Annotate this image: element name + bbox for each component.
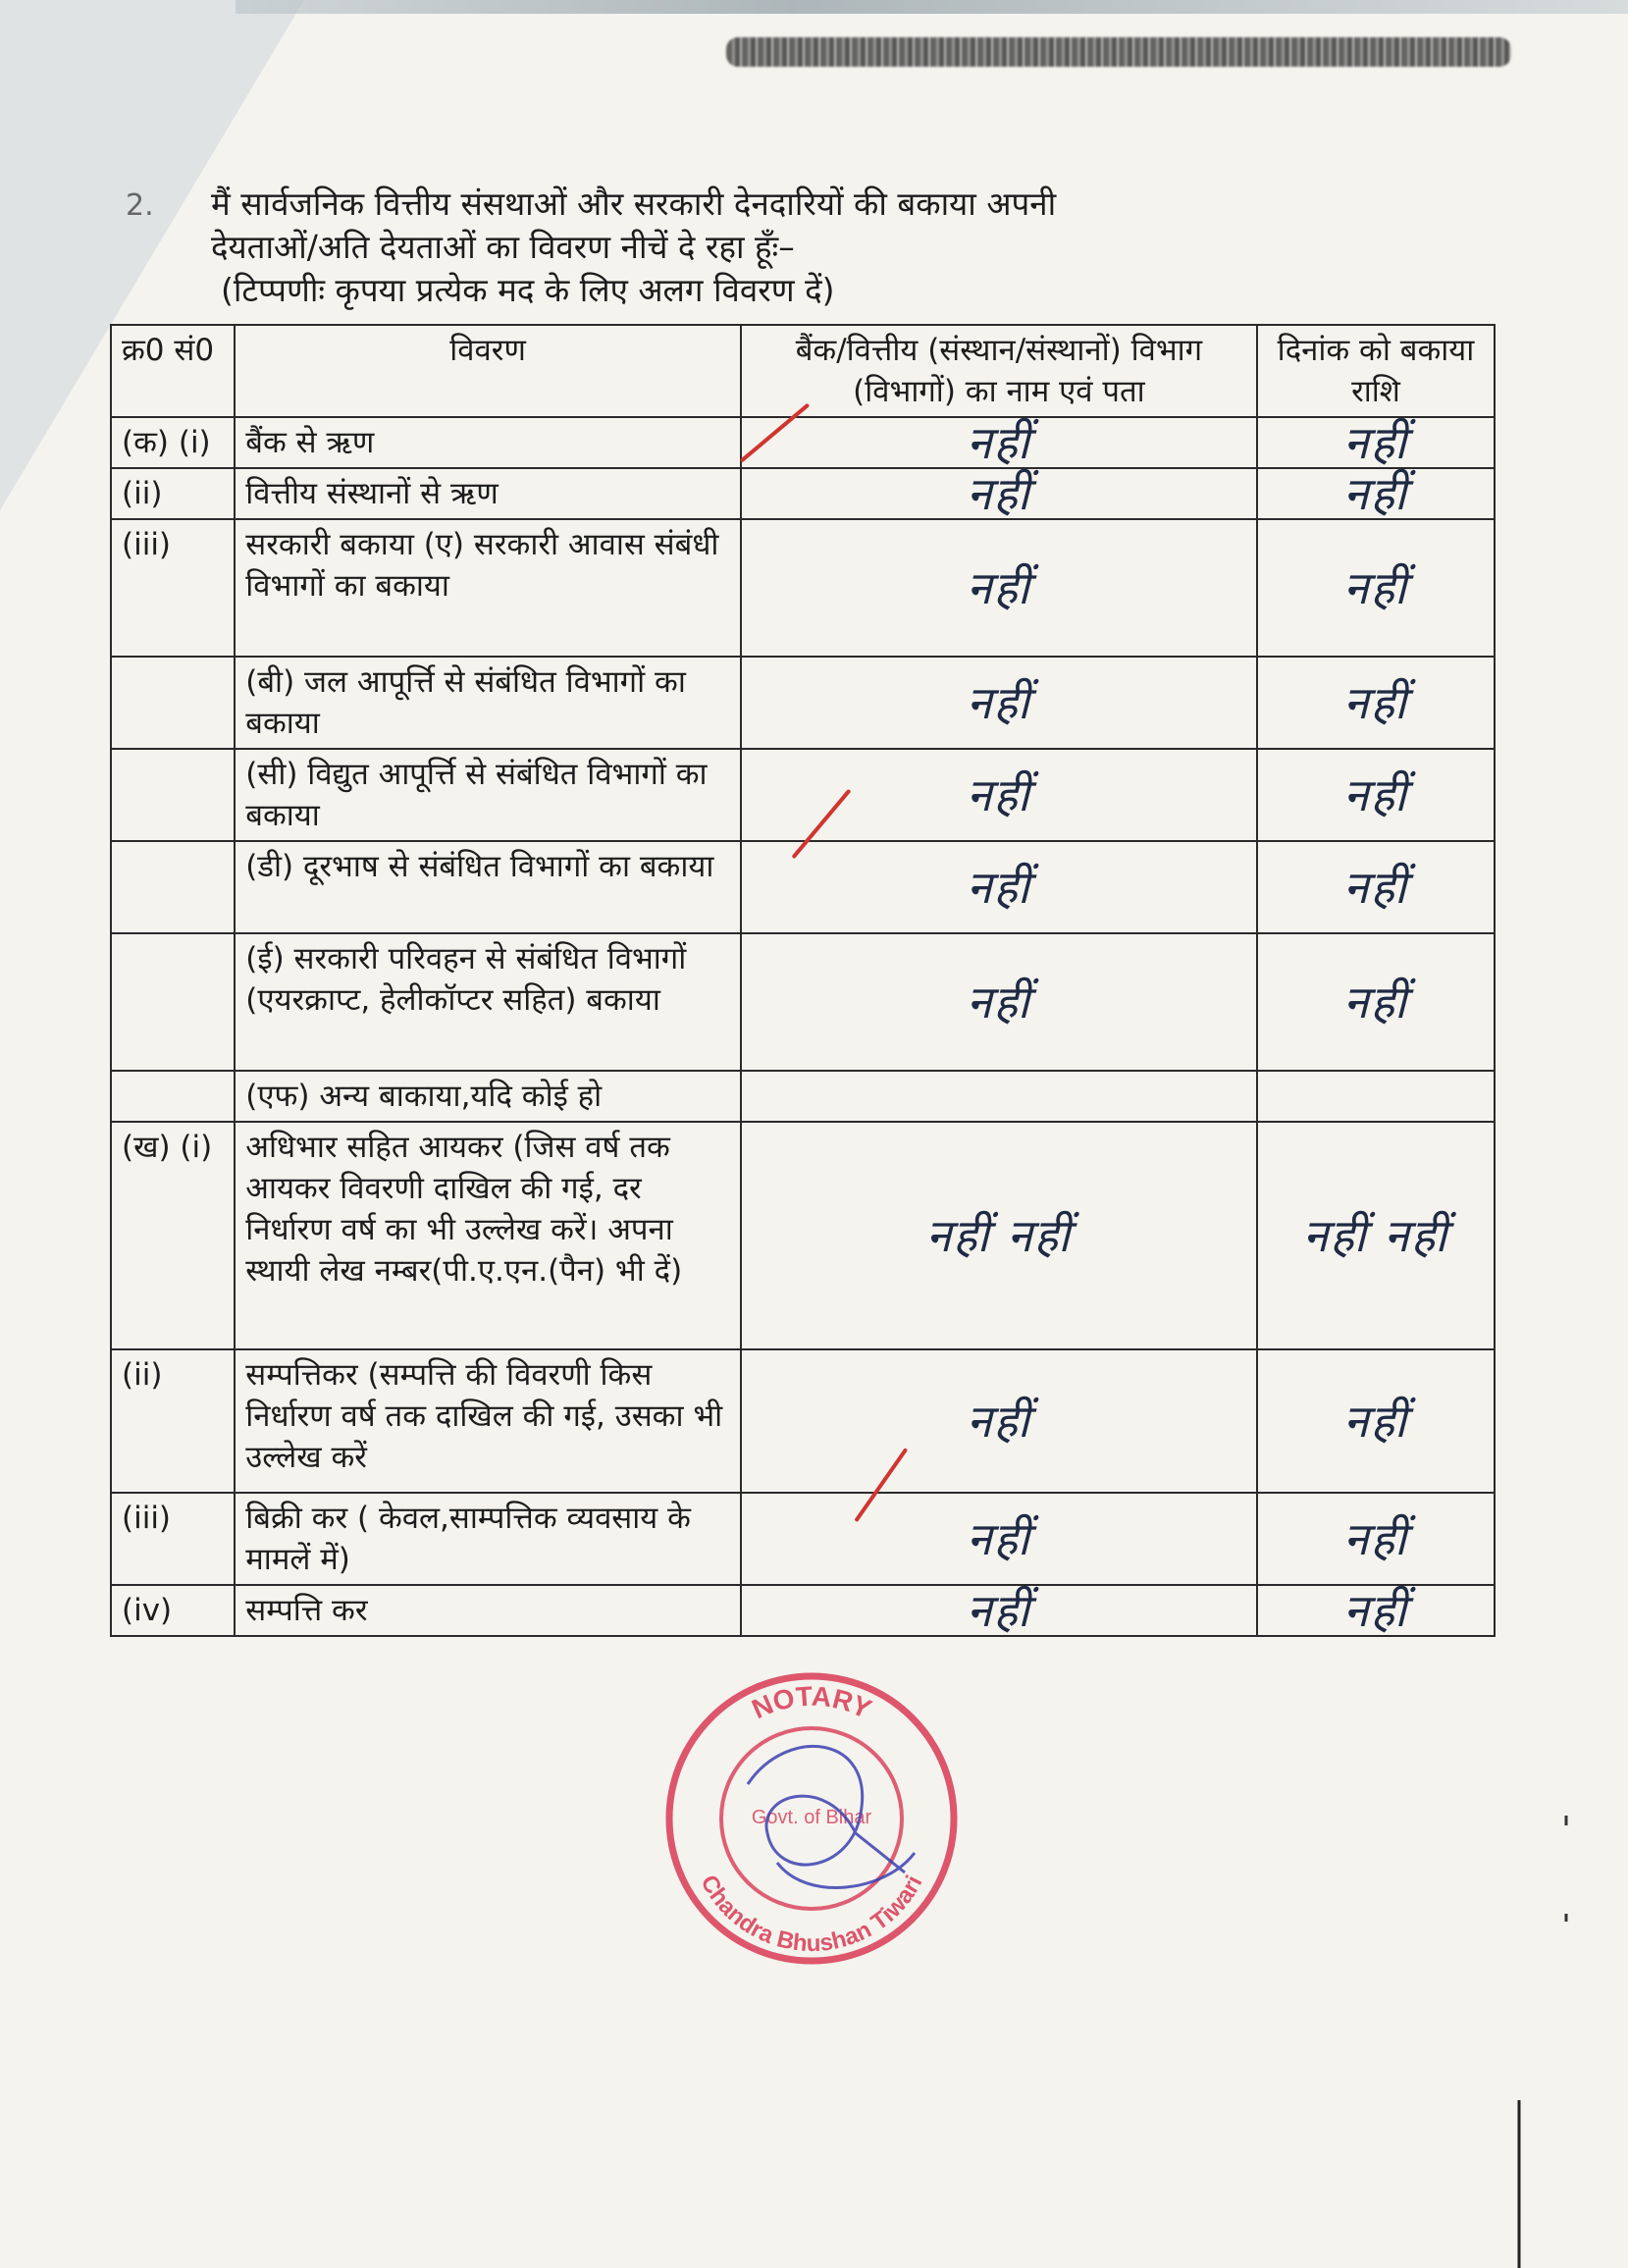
row-description: सम्पत्तिकर (सम्पत्ति की विवरणी किस निर्धारण वर्ष तक दाखिल की गई, उसका भी उल्लेख करें bbox=[235, 1349, 741, 1493]
row-bank-name: नहीं bbox=[741, 749, 1257, 841]
stamp-top-text: NOTARY bbox=[747, 1680, 876, 1725]
row-amount: नहीं नहीं bbox=[1257, 1122, 1495, 1349]
header-amount: दिनांक को बकाया राशि bbox=[1257, 325, 1495, 417]
row-description: बिक्री कर ( केवल,साम्पत्तिक व्यवसाय के मामलें में) bbox=[235, 1493, 741, 1585]
row-bank-name: नहीं bbox=[741, 468, 1257, 519]
row-description: बैंक से ऋण bbox=[235, 417, 741, 468]
row-bank-name: नहीं नहीं bbox=[741, 1122, 1257, 1349]
row-sno: (ii) bbox=[111, 468, 235, 519]
row-description: (डी) दूरभाष से संबंधित विभागों का बकाया bbox=[235, 841, 741, 933]
row-description: सरकारी बकाया (ए) सरकारी आवास संबंधी विभागों का बकाया bbox=[235, 519, 741, 657]
row-bank-name: नहीं bbox=[741, 519, 1257, 657]
row-sno: (iii) bbox=[111, 519, 235, 657]
row-amount: नहीं bbox=[1257, 519, 1495, 657]
intro-note: (टिप्पणीः कृपया प्रत्येक मद के लिए अलग विवरण दें) bbox=[221, 271, 835, 309]
row-amount: नहीं bbox=[1257, 417, 1495, 468]
row-description: वित्तीय संस्थानों से ऋण bbox=[235, 468, 741, 519]
row-bank-name: नहीं bbox=[741, 417, 1257, 468]
row-sno: (iii) bbox=[111, 1493, 235, 1585]
header-desc: विवरण bbox=[235, 325, 741, 417]
row-description: अधिभार सहित आयकर (जिस वर्ष तक आयकर विवरणी दाखिल की गई, दर निर्धारण वर्ष का भी उल्लेख करें। अपना स्थायी लेख नम्बर(पी.ए.एन.(पैन) भी दें) bbox=[235, 1122, 741, 1349]
item-number: 2. bbox=[126, 188, 154, 223]
row-bank-name: नहीं bbox=[741, 1493, 1257, 1585]
row-amount: नहीं bbox=[1257, 1349, 1495, 1493]
row-bank-name: नहीं bbox=[741, 657, 1257, 749]
row-amount: नहीं bbox=[1257, 1493, 1495, 1585]
row-bank-name: नहीं bbox=[741, 841, 1257, 933]
row-sno: (ख) (i) bbox=[111, 1122, 235, 1349]
header-bank: बैंक/वित्तीय (संस्थान/संस्थानों) विभाग (विभागों) का नाम एवं पता bbox=[741, 325, 1257, 417]
row-description: (सी) विद्युत आपूर्त्ति से संबंधित विभागों का बकाया bbox=[235, 749, 741, 841]
stamp-bottom-text: Chandra Bhushan Tiwari bbox=[695, 1871, 928, 1958]
row-sno: (ii) bbox=[111, 1349, 235, 1493]
row-amount: नहीं bbox=[1257, 657, 1495, 749]
intro-line-2: देयताओं/अति देयताओं का विवरण नीचें दे रहा हूँः– bbox=[211, 228, 795, 266]
row-amount: नहीं bbox=[1257, 749, 1495, 841]
row-description: (ई) सरकारी परिवहन से संबंधित विभागों (एयरक्राप्ट, हेलीकॉप्टर सहित) बकाया bbox=[235, 933, 741, 1071]
row-bank-name: नहीं bbox=[741, 933, 1257, 1071]
header-sno: क्र0 सं0 bbox=[111, 325, 235, 417]
row-amount: नहीं bbox=[1257, 933, 1495, 1071]
row-amount: नहीं bbox=[1257, 841, 1495, 933]
row-bank-name: नहीं bbox=[741, 1585, 1257, 1636]
row-amount: नहीं bbox=[1257, 1585, 1495, 1636]
row-description: (बी) जल आपूर्त्ति से संबंधित विभागों का बकाया bbox=[235, 657, 741, 749]
intro-line-1: मैं सार्वजनिक वित्तीय संसथाओं और सरकारी देनदारियों की बकाया अपनी bbox=[211, 185, 1057, 223]
row-amount: नहीं bbox=[1257, 468, 1495, 519]
stamp-inner-text: Govt. of Bihar bbox=[751, 1807, 872, 1828]
row-sno: (क) (i) bbox=[111, 417, 235, 468]
row-bank-name: नहीं bbox=[741, 1349, 1257, 1493]
row-sno: (iv) bbox=[111, 1585, 235, 1636]
row-description: (एफ) अन्य बाकाया,यदि कोई हो bbox=[235, 1071, 741, 1122]
row-description: सम्पत्ति कर bbox=[235, 1585, 741, 1636]
